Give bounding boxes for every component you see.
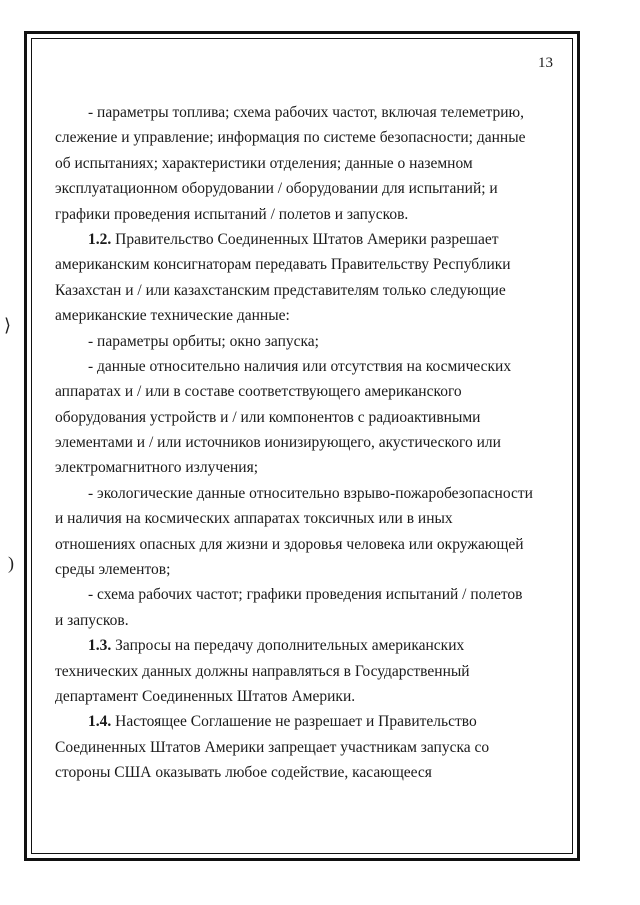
text-line — [55, 405, 555, 430]
line-text: - схема рабочих частот; графики проведения испытаний / полетов — [88, 586, 523, 604]
text-line — [55, 608, 555, 633]
text-line — [55, 252, 555, 277]
text-line — [55, 125, 555, 150]
line-text: Соединенных Штатов Америки запрещает участникам запуска со — [55, 738, 490, 756]
line-text: Казахстан и / или казахстанским представителям только следующие — [55, 281, 506, 299]
line-text: - параметры топлива; схема рабочих частот, включая телеметрию, — [88, 104, 525, 121]
line-text: Правительство Соединенных Штатов Америки разрешает — [111, 230, 499, 248]
text-line — [55, 481, 555, 506]
line-text: стороны США оказывать любое содействие, касающееся — [55, 764, 432, 782]
line-text: об испытаниях; характеристики отделения; данные о наземном — [55, 154, 473, 172]
text-line — [55, 278, 555, 303]
line-text: американским консигнаторам передавать Правительству Республики — [55, 256, 511, 274]
section-number: 1.2. — [88, 230, 112, 248]
line-text: и запусков. — [55, 611, 129, 629]
margin-bracket-mark: ⟩ — [4, 315, 12, 335]
section-number: 1.3. — [88, 637, 112, 655]
text-line — [55, 202, 555, 227]
page-number: 13 — [538, 55, 553, 71]
line-text: эксплуатационном оборудовании / оборудовании для испытаний; и — [55, 180, 498, 198]
text-line — [55, 100, 555, 125]
line-text: департамент Соединенных Штатов Америки. — [55, 687, 356, 705]
text-line — [55, 227, 555, 252]
line-text: американские технические данные: — [55, 307, 290, 325]
line-text: - данные относительно наличия или отсутствия на космических — [88, 357, 512, 375]
text-line — [55, 379, 555, 404]
line-text: аппаратах и / или в составе соответствующего американского — [55, 383, 462, 401]
line-text: среды элементов; — [55, 561, 171, 579]
text-line — [55, 735, 555, 760]
line-text: электромагнитного излучения; — [55, 459, 259, 477]
line-text: - параметры орбиты; окно запуска; — [88, 332, 319, 350]
line-text: Запросы на передачу дополнительных американских — [111, 637, 465, 655]
line-text: графики проведения испытаний / полетов и запусков. — [55, 205, 409, 223]
line-text: слежение и управление; информация по системе безопасности; данные — [55, 129, 526, 147]
text-line — [55, 633, 555, 658]
line-text: отношениях опасных для жизни и здоровья человека или окружающей — [55, 535, 524, 553]
text-line — [55, 303, 555, 328]
text-line — [55, 506, 555, 531]
text-line — [55, 176, 555, 201]
text-line — [55, 354, 555, 379]
document-body — [55, 100, 555, 786]
section-number: 1.4. — [88, 713, 112, 731]
line-text: элементами и / или источников ионизирующего, акустического или — [55, 434, 501, 452]
line-text: - экологические данные относительно взрыво-пожаробезопасности — [88, 484, 533, 502]
text-line — [55, 455, 555, 480]
text-line — [55, 430, 555, 455]
text-line — [55, 709, 555, 734]
text-line — [55, 684, 555, 709]
text-line — [55, 557, 555, 582]
text-line — [55, 329, 555, 354]
text-line — [55, 659, 555, 684]
text-line — [55, 582, 555, 607]
line-text: оборудования устройств и / или компонентов с радиоактивными — [55, 408, 481, 426]
line-text: технических данных должны направляться в Государственный — [55, 662, 470, 680]
text-line — [55, 760, 555, 785]
text-line — [55, 532, 555, 557]
line-text: Настоящее Соглашение не разрешает и Правительство — [111, 713, 477, 731]
margin-bracket-mark: ) — [8, 553, 14, 573]
text-line — [55, 151, 555, 176]
line-text: и наличия на космических аппаратах токсичных или в иных — [55, 510, 453, 528]
